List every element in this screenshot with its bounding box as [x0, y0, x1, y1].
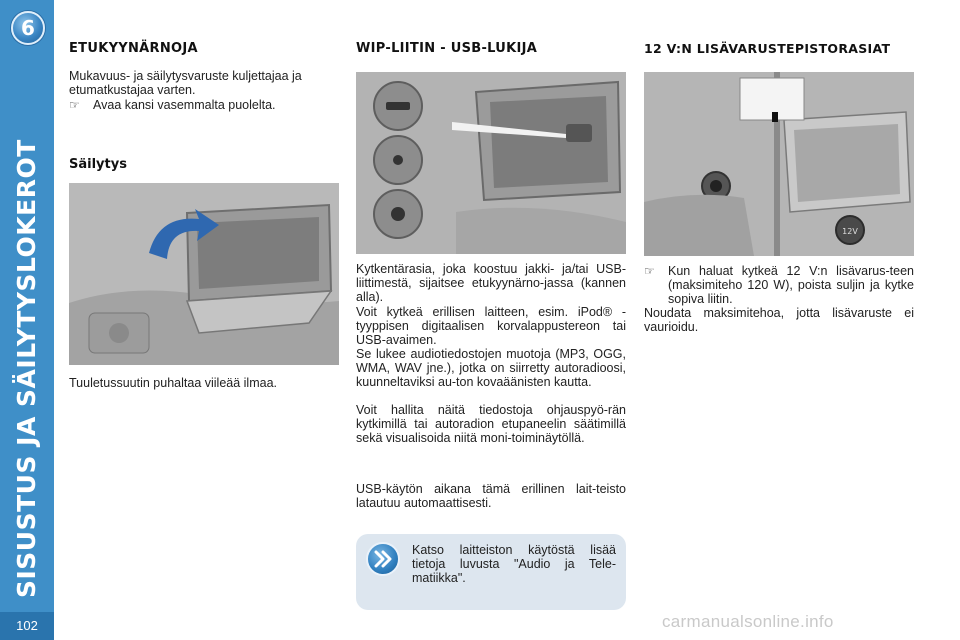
watermark: carmanualsonline.info — [662, 612, 834, 631]
socket-bullet-text: Kun haluat kytkeä 12 V:n lisävarus-teen (maksimiteho 120 W), poista suljin ja kytke sopiva liitin. — [668, 264, 914, 306]
usb-ports-photo — [356, 72, 626, 254]
usb-para-3: Se lukee audiotiedostojen muotoja (MP3, OGG, WMA, WAV jne.), jotka on siirretty autoradioosi, kuunneltaviksi au-ton kovaäänisten kautta. — [356, 347, 626, 389]
socket-heading: 12 V:N LISÄVARUSTEPISTORASIAT — [644, 41, 891, 56]
pointing-hand-icon: ☞ — [644, 264, 655, 278]
armrest-bullet-text: Avaa kansi vasemmalta puolelta. — [93, 98, 276, 112]
see-also-text: Katso laitteiston käytöstä lisää tietoja luvusta "Audio ja Tele-matiikka". — [412, 543, 616, 585]
chapter-title: SISUSTUS JA SÄILYTYSLOKEROT — [12, 139, 41, 598]
chapter-badge — [11, 11, 45, 45]
double-chevron-right-icon — [366, 542, 400, 576]
socket-note: Noudata maksimitehoa, jotta lisävaruste ei vaurioidu. — [644, 306, 914, 334]
armrest-storage-photo — [69, 183, 339, 365]
socket-photo — [644, 72, 914, 256]
chapter-number: 6 — [21, 16, 35, 40]
usb-para-1: Kytkentärasia, joka koostuu jakki- ja/tai USB-liittimestä, sijaitsee etukyynärno-jassa (kannen alla). — [356, 262, 626, 304]
pointing-hand-icon: ☞ — [69, 98, 80, 112]
page-number: 102 — [0, 612, 54, 640]
socket-bullet — [644, 264, 914, 306]
armrest-bullet — [69, 98, 339, 112]
chapter-sidebar — [0, 0, 54, 640]
usb-heading: WIP-LIITIN - USB-LUKIJA — [356, 41, 538, 56]
armrest-intro: Mukavuus- ja säilytysvaruste kuljettajaa ja etumatkustajaa varten. — [69, 69, 302, 97]
storage-subheading: Säilytys — [69, 157, 127, 172]
socket-12v-label: 12V — [842, 227, 858, 236]
usb-para-5: USB-käytön aikana tämä erillinen lait-teisto latautuu automaattisesti. — [356, 482, 626, 510]
usb-para-2: Voit kytkeä erillisen laitteen, esim. iPod® -tyyppisen digitaalisen korvalappustereon tai USB-avaimen. — [356, 305, 626, 347]
armrest-heading: ETUKYYNÄRNOJA — [69, 41, 198, 56]
usb-para-4: Voit hallita näitä tiedostoja ohjauspyö-rän kytkimillä tai autoradion etupaneelin säätimillä sekä visualisoida niitä moni-toiminäytöllä. — [356, 403, 626, 445]
vent-caption: Tuuletussuutin puhaltaa viileää ilmaa. — [69, 376, 277, 390]
see-also-box — [356, 534, 626, 610]
